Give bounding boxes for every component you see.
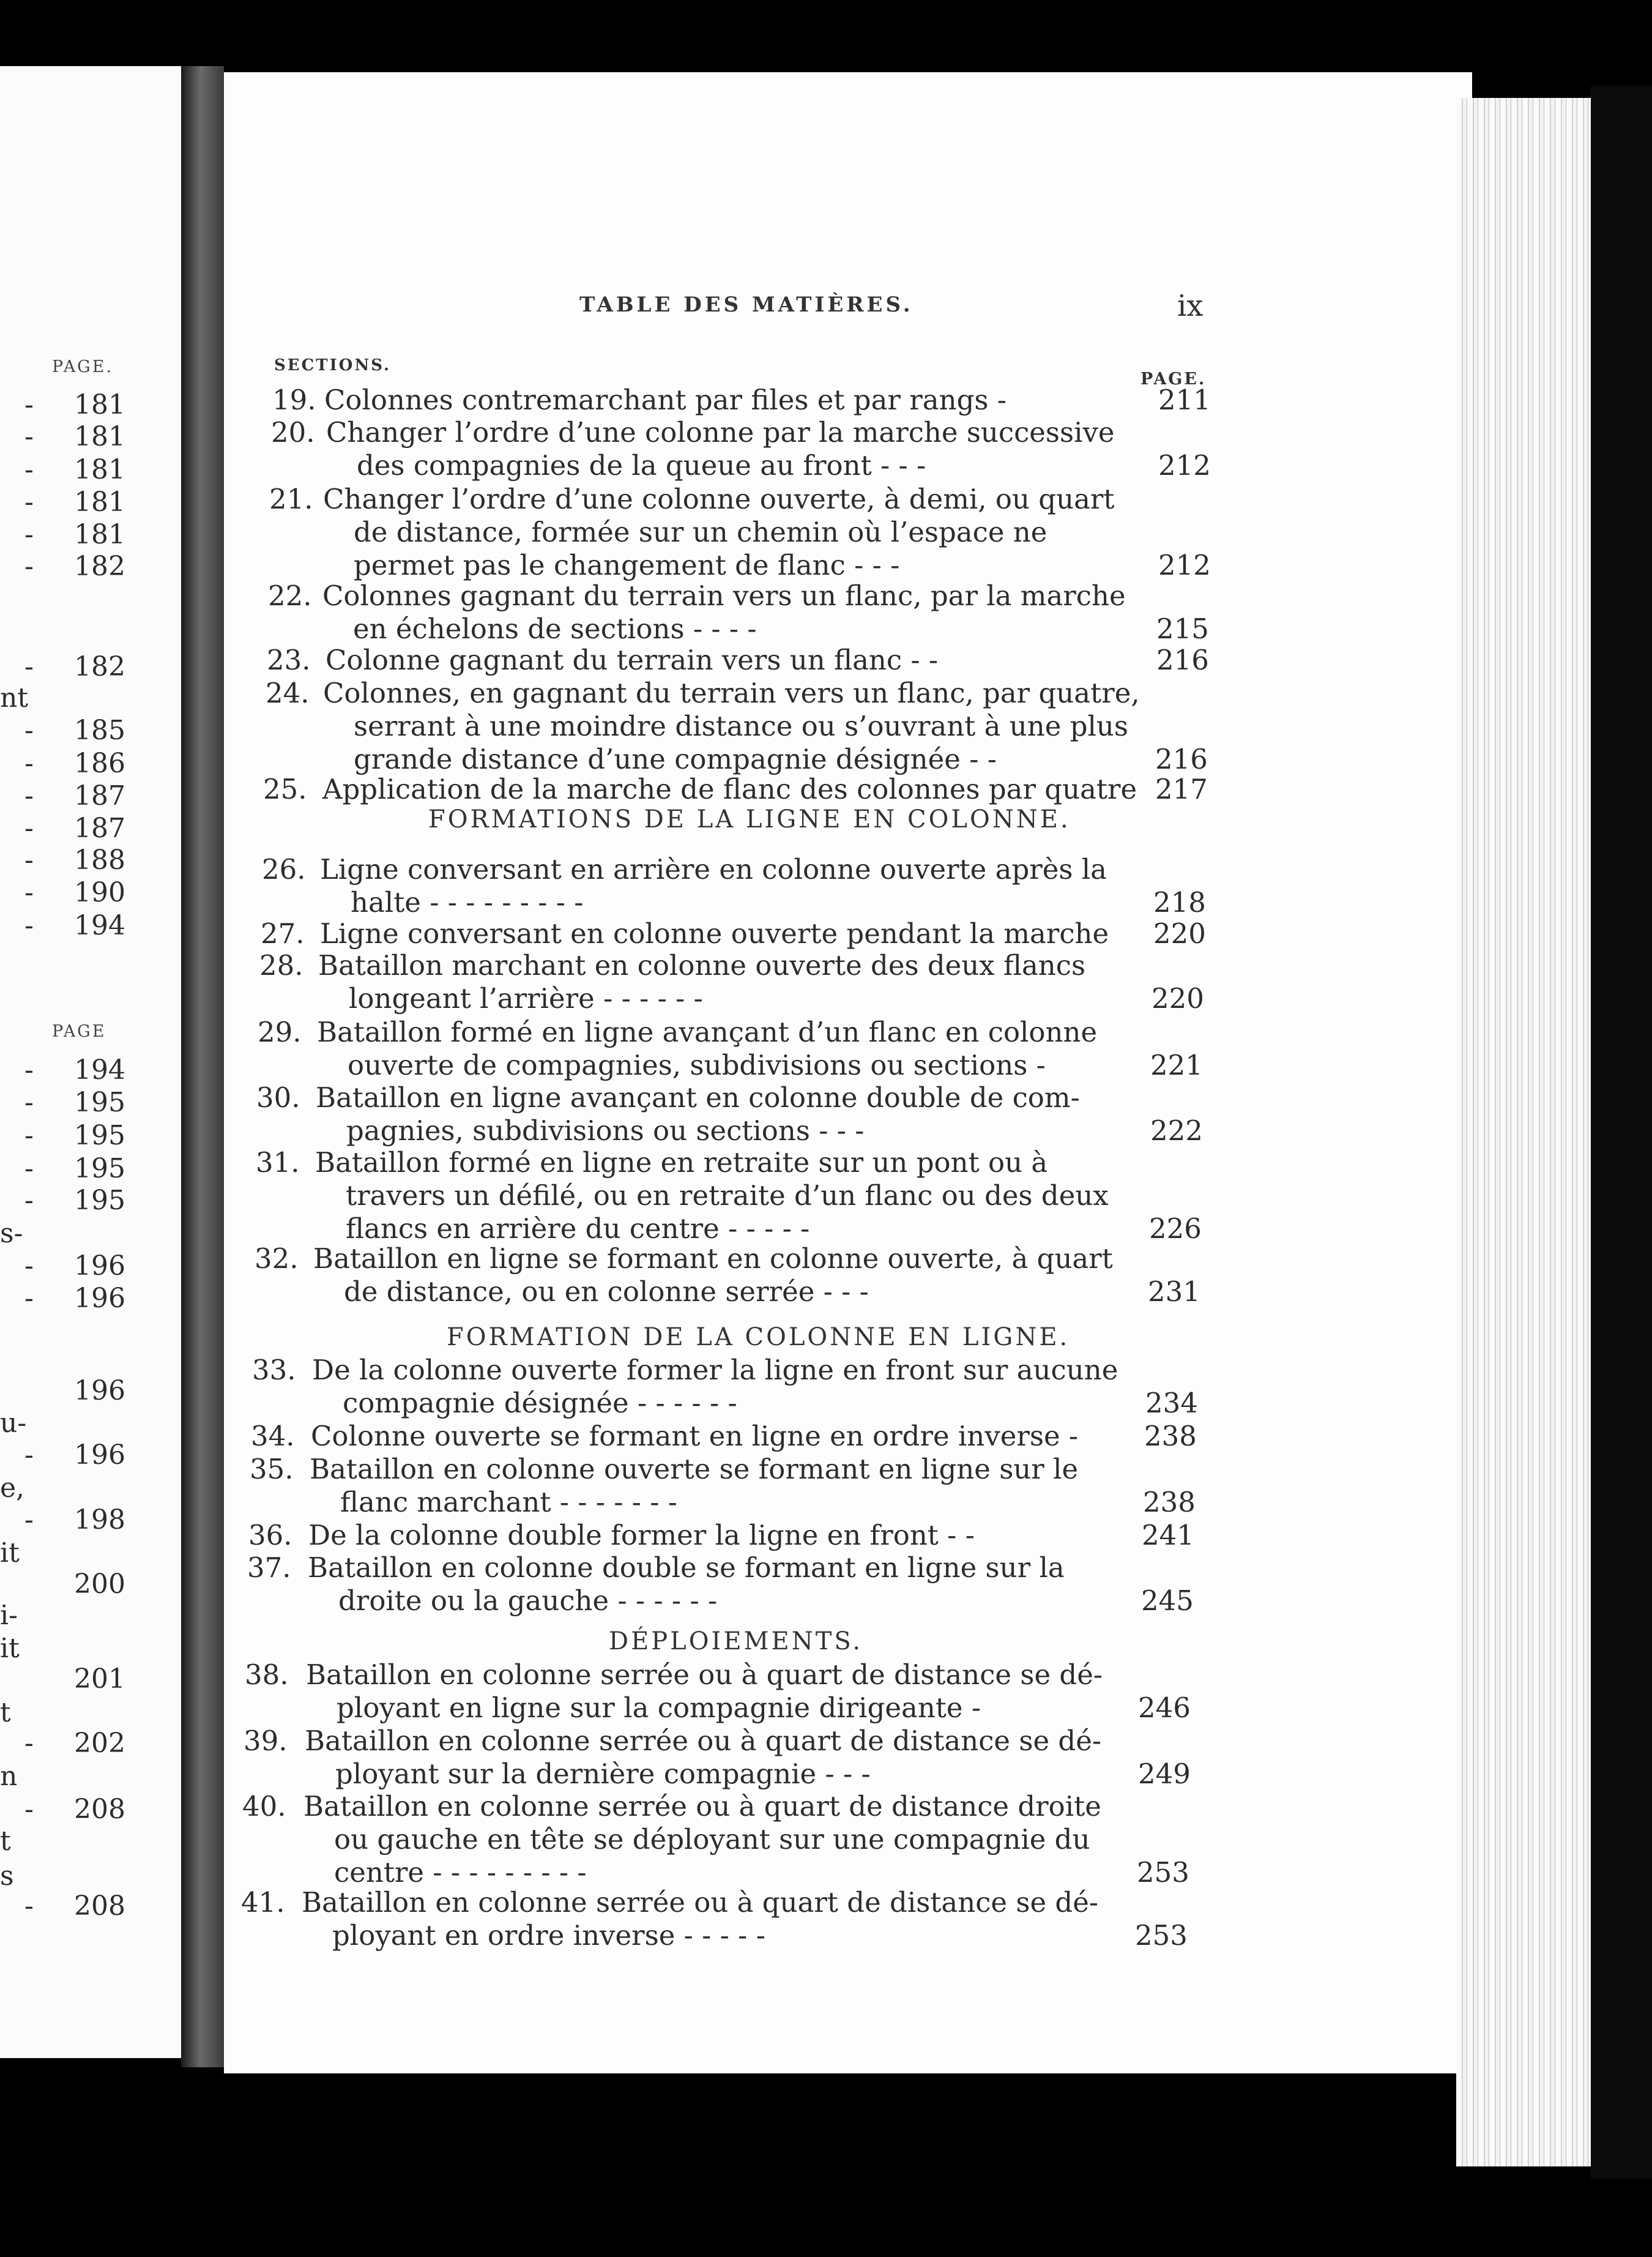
left-row-page: 181 [74,389,125,420]
entry-page-number: 220 [1152,982,1204,1015]
entry-title-line: ployant en ligne sur la compagnie dirigeante - [337,1692,981,1724]
entry-number: 28. [259,949,303,982]
left-row-fragment: n [0,1761,18,1792]
entry-page-number: 253 [1135,1919,1188,1952]
entry-number: 36. [248,1519,292,1551]
left-row-page: 182 [74,651,125,682]
entry-title-line: Colonnes gagnant du terrain vers un flanc, par la marche [322,580,1126,612]
entry-page-number: 245 [1141,1584,1194,1617]
left-row-page: 181 [74,421,125,452]
entry-title-line: Bataillon en colonne double se formant en ligne sur la [308,1551,1065,1584]
entry-number: 35. [250,1453,294,1485]
left-row-fragment: nt [0,682,29,714]
left-row-leader: - [24,845,34,876]
entry-title-line: Ligne conversant en colonne ouverte pendant la marche [320,917,1109,950]
left-row-leader: - [24,1504,34,1535]
left-row-fragment: u- [0,1408,27,1439]
left-row-page: 196 [74,1250,125,1281]
entry-page-number: 212 [1158,449,1211,482]
left-row-leader: - [24,487,34,518]
entry-title-line: droite ou la gauche - - - - - - [338,1584,718,1617]
left-row-fragment: s [0,1860,14,1892]
left-row-page: 196 [74,1375,125,1406]
left-row-page: 190 [74,877,125,908]
left-row-leader: - [24,421,34,452]
left-row-page: 182 [74,551,125,582]
left-row-fragment: it [0,1633,20,1664]
left-row-fragment: t [0,1826,11,1857]
left-row-leader: - [24,551,34,582]
entry-title-line: Bataillon en colonne serrée ou à quart de distance se dé- [305,1725,1102,1757]
left-row-fragment: i- [0,1600,18,1631]
entry-title-line: ployant sur la dernière compagnie - - - [335,1758,871,1790]
entry-number: 33. [252,1354,296,1386]
entry-title-line: De la colonne double former la ligne en front - - [308,1519,975,1551]
entry-number: 39. [244,1725,288,1757]
entry-number: 29. [258,1016,302,1048]
left-row-leader: - [24,1439,34,1471]
toc-entry[interactable] [0,580,1224,646]
dark-margin [1591,86,1652,2179]
left-row-page: 195 [74,1120,125,1151]
entry-page-number: 216 [1155,743,1208,775]
left-row-leader: - [24,389,34,420]
left-row-page: 208 [74,1794,125,1825]
entry-title-line: travers un défilé, ou en retraite d’un flanc ou des deux [346,1179,1109,1212]
page-column-head: PAGE. [1140,370,1207,389]
left-row-page: 194 [74,910,125,941]
entry-title-line: Ligne conversant en arrière en colonne ouverte après la [320,853,1107,886]
left-row-page: 188 [74,845,125,876]
left-row-leader: - [24,1890,34,1922]
toc-entry[interactable] [0,949,1224,1015]
toc-entry[interactable] [0,1551,1224,1617]
entry-title-line: grande distance d’une compagnie désignée - - [354,743,997,775]
entry-title-line: Colonne ouverte se formant en ligne en ordre inverse - [311,1420,1079,1452]
entry-number: 26. [262,853,306,886]
left-row-leader: - [24,715,34,746]
entry-number: 31. [256,1146,300,1179]
toc-entry[interactable] [0,1658,1224,1725]
entry-title-line: compagnie désignée - - - - - - [343,1387,737,1419]
left-row-leader: - [24,780,34,811]
toc-entry[interactable] [0,1453,1224,1519]
entry-title-line: des compagnies de la queue au front - - - [357,449,926,482]
section-heading: FORMATIONS DE LA LIGNE EN COLONNE. [428,805,1071,834]
entry-number: 24. [266,677,310,709]
entry-title-line: Colonnes contremarchant par files et par rangs - [324,384,1006,416]
entry-title-line: serrant à une moindre distance ou s’ouvrant à une plus [354,710,1128,742]
entry-page-number: 246 [1138,1692,1191,1724]
left-row-page: 196 [74,1283,125,1314]
left-row-fragment: it [0,1537,20,1569]
toc-entry[interactable] [0,1242,1224,1308]
toc-entry[interactable] [0,1886,1224,1952]
entry-title-line: Bataillon en colonne serrée ou à quart de distance droite [303,1790,1101,1822]
entry-title-line: centre - - - - - - - - - [334,1856,587,1889]
left-row-leader: - [24,1250,34,1281]
left-row-leader: - [24,1087,34,1118]
entry-page-number: 215 [1156,613,1209,645]
entry-page-number: 234 [1145,1387,1198,1419]
entry-title-line: Colonnes, en gagnant du terrain vers un flanc, par quatre, [323,677,1140,709]
left-row-page: 185 [74,715,125,746]
left-row-leader: - [24,813,34,844]
entry-title-line: en échelons de sections - - - - [353,613,757,645]
left-row-leader: - [24,910,34,941]
entry-title-line: ou gauche en tête se déployant sur une compagnie du [334,1823,1090,1856]
toc-entry[interactable] [0,1354,1224,1420]
left-row-leader: - [24,651,34,682]
toc-entry[interactable] [0,1081,1224,1147]
entry-title-line: de distance, ou en colonne serrée - - - [344,1275,869,1308]
left-row-page: 194 [74,1054,125,1086]
entry-page-number: 217 [1155,773,1208,805]
left-row-page: 198 [74,1504,125,1535]
entry-title-line: flancs en arrière du centre - - - - - [346,1212,810,1245]
entry-page-number: 238 [1143,1486,1196,1518]
section-heading: FORMATION DE LA COLONNE EN LIGNE. [447,1323,1070,1351]
entry-title-line: pagnies, subdivisions ou sections - - - [346,1114,865,1147]
entry-title-line: ouverte de compagnies, subdivisions ou sections - [348,1049,1046,1081]
entry-title-line: Bataillon formé en ligne en retraite sur un pont ou à [315,1146,1048,1179]
toc-entry[interactable] [0,1519,1224,1552]
entry-number: 19. [272,384,316,416]
entry-title-line: Bataillon en ligne se formant en colonne ouverte, à quart [313,1242,1113,1275]
toc-entry[interactable] [0,853,1224,919]
entry-number: 20. [271,416,315,449]
left-row-page: 200 [74,1569,125,1600]
toc-entry[interactable] [0,1420,1224,1453]
toc-entry[interactable] [0,644,1224,677]
left-row-leader: - [24,1153,34,1184]
sections-column-head: SECTIONS. [274,356,392,375]
entry-number: 32. [255,1242,299,1275]
toc-entry[interactable] [0,1146,1224,1245]
entry-page-number: 238 [1144,1420,1197,1452]
entry-number: 25. [263,773,307,805]
entry-number: 34. [251,1420,295,1452]
left-row-leader: - [24,1054,34,1086]
entry-number: 37. [247,1551,291,1584]
left-row-page: 195 [74,1153,125,1184]
entry-number: 41. [241,1886,285,1919]
left-row-leader: - [24,1283,34,1314]
left-page-row [0,813,184,843]
running-head: TABLE DES MATIÈRES. [579,293,913,317]
left-row-page: 208 [74,1890,125,1922]
entry-page-number: 218 [1153,886,1206,919]
left-row-page: 195 [74,1185,125,1216]
left-row-leader: - [24,1120,34,1151]
entry-page-number: 249 [1138,1758,1191,1790]
left-page-head-2: PAGE [52,1022,106,1041]
entry-title-line: Application de la marche de flanc des colonnes par quatre [322,773,1137,805]
left-row-leader: - [24,1185,34,1216]
left-row-page: 201 [74,1663,125,1695]
entry-title-line: Bataillon en ligne avançant en colonne double de com- [316,1081,1080,1114]
entry-page-number: 221 [1150,1049,1203,1081]
toc-entry[interactable] [0,917,1224,950]
left-page-head: PAGE. [52,357,114,376]
entry-title-line: Colonne gagnant du terrain vers un flanc - - [326,644,939,676]
entry-title-line: Bataillon en colonne serrée ou à quart de distance se dé- [306,1658,1103,1691]
entry-page-number: 220 [1153,917,1206,950]
left-row-page: 187 [74,780,125,811]
toc-entry[interactable] [0,416,1224,482]
left-row-leader: - [24,1728,34,1759]
entry-title-line: Bataillon marchant en colonne ouverte des deux flancs [318,949,1086,982]
entry-page-number: 226 [1149,1212,1202,1245]
page-number: ix [1177,289,1204,323]
left-row-leader: - [24,877,34,908]
entry-title-line: Changer l’ordre d’une colonne par la marche successive [326,416,1115,449]
entry-title-line: Bataillon formé en ligne avançant d’un flanc en colonne [317,1016,1098,1048]
entry-title-line: Changer l’ordre d’une colonne ouverte, à demi, ou quart [323,483,1115,515]
toc-entry[interactable] [0,483,1224,582]
entry-title-line: flanc marchant - - - - - - - [340,1486,677,1518]
entry-page-number: 211 [1158,384,1211,416]
left-row-page: 181 [74,454,125,485]
entry-number: 21. [269,483,313,515]
left-row-leader: - [24,1794,34,1825]
entry-page-number: 253 [1137,1856,1189,1889]
left-row-fragment: s- [0,1218,23,1249]
entry-page-number: 241 [1142,1519,1194,1551]
left-row-fragment: t [0,1697,11,1728]
toc-entry[interactable] [0,384,1224,417]
toc-entry[interactable] [0,677,1224,776]
entry-number: 40. [242,1790,286,1822]
left-row-page: 195 [74,1087,125,1118]
toc-entry[interactable] [0,1790,1224,1889]
page-edge [1456,98,1609,2166]
toc-entry[interactable] [0,1016,1224,1082]
entry-number: 23. [267,644,311,676]
left-row-page: 187 [74,813,125,844]
entry-title-line: ployant en ordre inverse - - - - - [332,1919,765,1952]
entry-number: 22. [268,580,312,612]
left-row-page: 202 [74,1728,125,1759]
entry-number: 30. [256,1081,300,1114]
toc-entry[interactable] [0,1725,1224,1791]
entry-title-line: longeant l’arrière - - - - - - [349,982,703,1015]
left-row-leader: - [24,519,34,550]
entry-title-line: Bataillon en colonne serrée ou à quart de distance se dé- [302,1886,1099,1919]
entry-page-number: 216 [1156,644,1209,676]
entry-title-line: Bataillon en colonne ouverte se formant en ligne sur le [310,1453,1079,1485]
entry-number: 27. [261,917,305,950]
entry-number: 38. [245,1658,289,1691]
entry-title-line: de distance, formée sur un chemin où l’espace ne [354,516,1047,548]
entry-page-number: 212 [1158,549,1211,581]
entry-title-line: halte - - - - - - - - - [351,886,584,919]
entry-title-line: De la colonne ouverte former la ligne en front sur aucune [312,1354,1118,1386]
left-row-page: 181 [74,487,125,518]
entry-page-number: 222 [1150,1114,1203,1147]
left-row-page: 181 [74,519,125,550]
entry-title-line: permet pas le changement de flanc - - - [354,549,900,581]
left-row-fragment: e, [0,1472,25,1504]
left-row-leader: - [24,454,34,485]
left-row-leader: - [24,748,34,779]
left-row-page: 186 [74,748,125,779]
left-row-page: 196 [74,1439,125,1471]
entry-page-number: 231 [1148,1275,1200,1308]
section-heading: DÉPLOIEMENTS. [609,1627,863,1655]
toc-entry[interactable] [0,773,1224,806]
